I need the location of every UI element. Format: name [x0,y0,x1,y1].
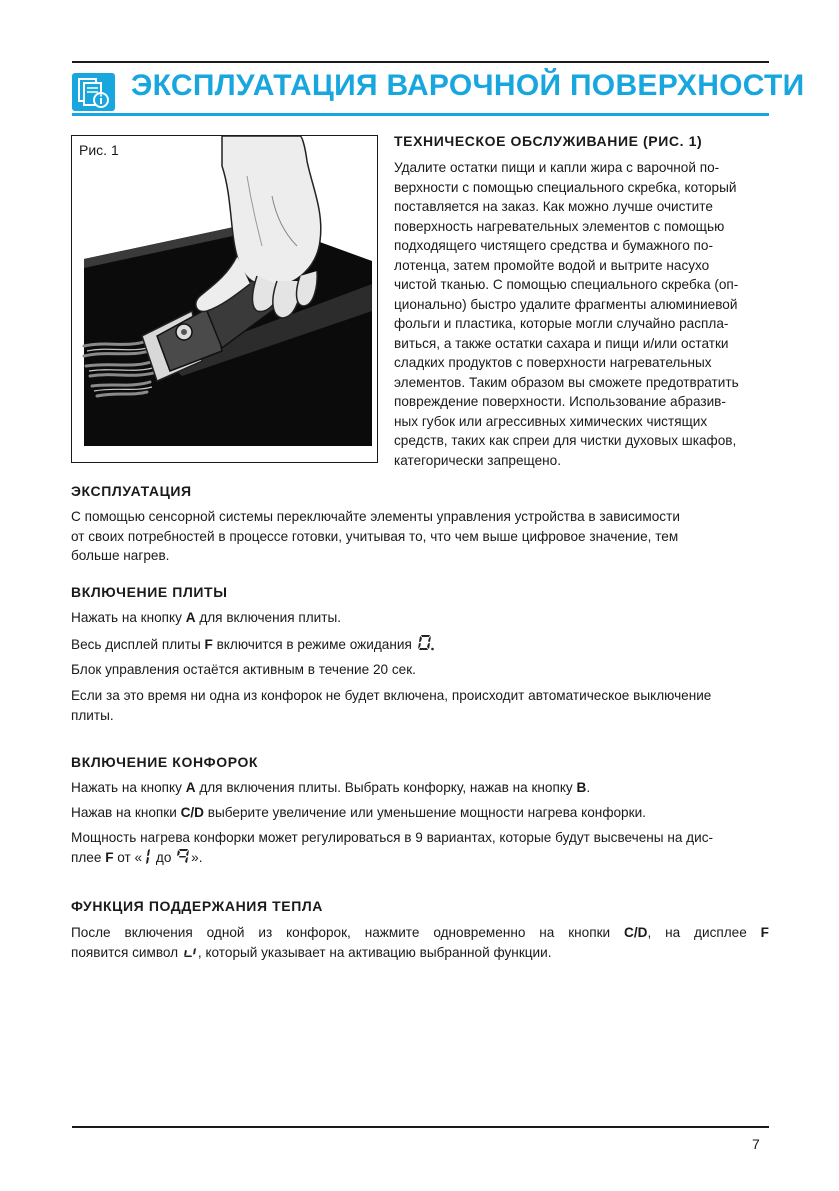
text-line: категорически запрещено. [394,452,561,468]
burners-line-1: Нажать на кнопку A для включения плиты. Выбрать конфорку, нажав на кнопку B. [71,780,591,795]
figure-1 [71,135,378,463]
switch-on-heading: ВКЛЮЧЕНИЕ ПЛИТЫ [71,584,228,600]
text-line: Мощность нагрева конфорки может регулироваться в 9 вариантах, которые будут высвечены на дис- [71,830,714,845]
text-line: чистой тканью. С помощью специального скребка (оп- [394,277,739,292]
maintenance-paragraph [394,158,769,470]
maintenance-heading: ТЕХНИЧЕСКОЕ ОБСЛУЖИВАНИЕ (РИС. 1) [394,133,703,149]
display-one-symbol [143,849,151,864]
text-line: поверхность нагревательных элементов с помощью [394,218,725,234]
keep-warm-symbol [183,945,197,959]
text-line: больше нагрев. [71,548,170,563]
text-line: С помощью сенсорной системы переключайте элементы управления устройства в зависимости [71,509,680,524]
text-line: верхности с помощью специального скребка, который [394,179,737,195]
text-line: плее F от « до ». [71,849,203,865]
text-line: плиты. [71,707,114,723]
text-line: сладких продуктов с поверхности нагревательных [394,355,712,370]
display-zero-symbol [417,634,435,651]
switch-on-line-4 [71,686,769,725]
text-line: от своих потребностей в процессе готовки, учитывая то, что чем выше цифровое значение, тем [71,528,679,544]
burners-heading: ВКЛЮЧЕНИЕ КОНФОРОК [71,754,259,770]
keep-warm-heading: ФУНКЦИЯ ПОДДЕРЖАНИЯ ТЕПЛА [71,898,324,914]
text-line: виться, а также остатки сахара и пищи и/или остатки [394,335,729,351]
text-line: появится символ , который указывает на активацию выбранной функции. [71,944,552,960]
document-info-icon [72,73,115,111]
burners-line-3 [71,828,769,867]
text-line: повреждение поверхности. Использование абразив- [394,394,726,409]
switch-on-line-3: Блок управления остаётся активным в течение 20 сек. [71,662,416,677]
text-line: фольги и пластика, которые могли случайно распла- [394,316,729,331]
figure-label: Рис. 1 [79,142,119,158]
text-line: подходящего чистящего средства и бумажного по- [394,238,713,253]
text-line: После включения одной из конфорок, нажмите одновременно на кнопки C/D, на дисплее F [71,925,769,940]
text-line: элементов. Таким образом вы сможете предотвратить [394,374,739,390]
text-line: ционально) быстро удалите фрагменты алюминиевой [394,296,738,312]
burners-line-2: Нажав на кнопки C/D выберите увеличение или уменьшение мощности нагрева конфорки. [71,805,646,820]
page-title: ЭКСПЛУАТАЦИЯ ВАРОЧНОЙ ПОВЕРХНОСТИ [131,69,805,102]
text-line: ных губок или агрессивных химических чистящих [394,413,708,429]
text-line: средств, таких как спреи для чистки духовых шкафов, [394,433,737,448]
keep-warm-paragraph [71,923,769,962]
operation-paragraph [71,507,769,566]
page-number: 7 [752,1136,760,1152]
display-nine-symbol [176,849,190,864]
scraper-illustration [72,136,378,463]
operation-heading: ЭКСПЛУАТАЦИЯ [71,483,192,499]
text-line: поставляется на заказ. Как можно лучше очистите [394,199,713,214]
title-rule [72,113,769,116]
switch-on-line-2: Весь дисплей плиты F включится в режиме ожидания [71,634,436,655]
text-line: Если за это время ни одна из конфорок не будет включена, происходит автоматическое выключение [71,688,712,703]
text-line: лотенца, затем промойте водой и вытрите насухо [394,257,710,273]
top-rule [72,61,769,63]
switch-on-line-1: Нажать на кнопку A для включения плиты. [71,610,342,625]
bottom-rule [72,1126,769,1128]
text-line: Удалите остатки пищи и капли жира с варочной по- [394,160,720,175]
